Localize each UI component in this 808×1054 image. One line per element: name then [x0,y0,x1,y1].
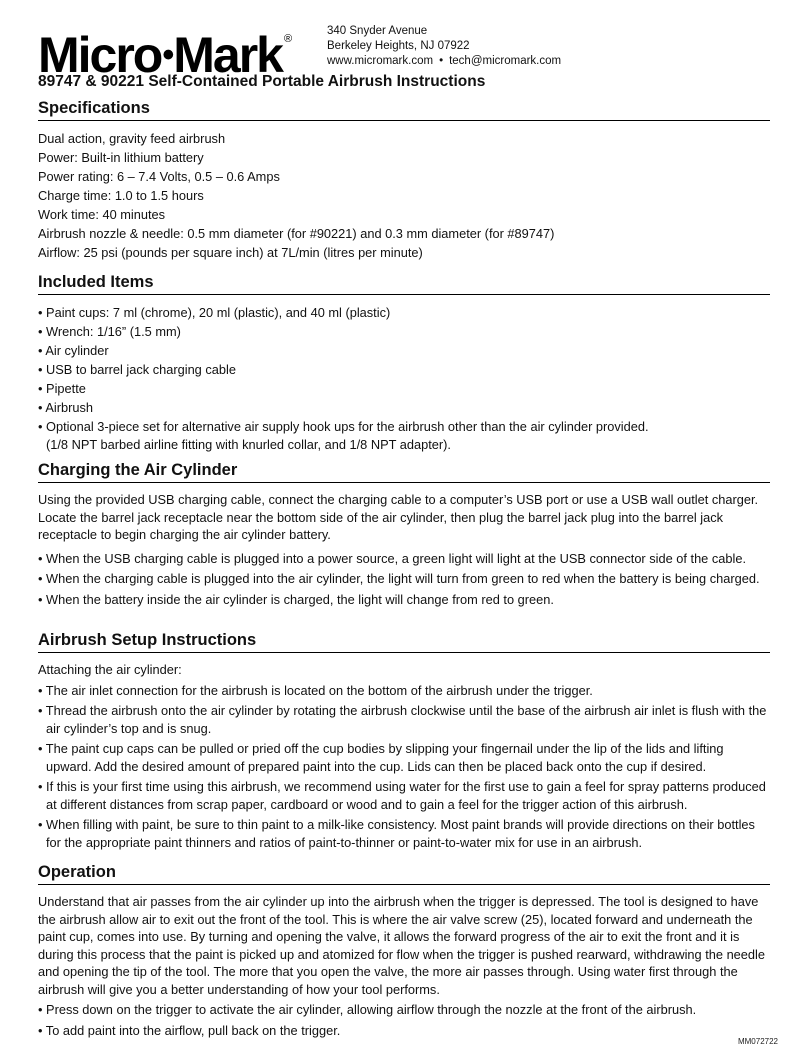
operation-bullet: • Press down on the trigger to activate the air cylinder, allowing airflow through the nozzle at the front of the airbrush. [38,1002,697,1017]
charging-section [38,460,770,611]
specifications-section [38,98,770,262]
spec-line: Airflow: 25 psi (pounds per square inch) at 7L/min (litres per minute) [38,245,423,260]
email-link[interactable]: tech@micromark.com [449,55,562,67]
setup-bullet: • If this is your first time using this airbrush, we recommend using water for the first use to gain a feel for spray patterns produced at different distances from scrap paper, cardboard or wood and to gain a feel for the trigger action of this airbrush. [38,779,766,812]
included-item: • Air cylinder [38,343,109,358]
included-item-detail: (1/8 NPT barbed airline fitting with knurled collar, and 1/8 NPT adapter). [46,437,451,452]
document-page [38,0,770,1038]
specifications-heading: Specifications [38,98,770,121]
contact-line [327,54,561,69]
setup-section [38,630,770,854]
registered-mark: ® [284,33,293,45]
document-title: 89747 & 90221 Self-Contained Portable Airbrush Instructions [38,73,486,90]
logo-text-micro: Micro [38,27,162,83]
micro-mark-logo [38,14,293,83]
included-items-heading: Included Items [38,272,770,295]
included-item: • Airbrush [38,400,93,415]
charging-bullet: • When the USB charging cable is plugged into a power source, a green light will light at the USB connector side of the cable. [38,550,747,566]
included-item: • Wrench: 1/16” (1.5 mm) [38,324,181,339]
spec-line: Work time: 40 minutes [38,207,166,222]
address-street: 340 Snyder Avenue [327,25,428,37]
company-address [327,24,561,69]
contact-separator: • [439,55,444,67]
address-city: Berkeley Heights, NJ 07922 [327,40,470,52]
setup-heading: Airbrush Setup Instructions [38,630,770,653]
logo-text-mark: Mark [173,27,282,83]
document-code: MM072722 [737,1037,778,1046]
charging-intro: Using the provided USB charging cable, connect the charging cable to a computer’s USB port or use a USB wall outlet charger. Locate the barrel jack receptacle near the bottom side of the air cylinder, then plug the barrel jack plug into the barrel jack receptacle to begin charging the air cylinder battery. [38,492,759,542]
included-item: • Optional 3-piece set for alternative air supply hook ups for the airbrush other than the air cylinder provided. [38,419,649,434]
spec-line: Dual action, gravity feed airbrush [38,131,226,146]
logo-dot: • [162,36,173,74]
spec-line: Charge time: 1.0 to 1.5 hours [38,188,204,203]
operation-heading: Operation [38,862,770,885]
charging-bullet: • When the battery inside the air cylinder is charged, the light will change from red to green. [38,591,554,607]
setup-bullet: • Thread the airbrush onto the air cylinder by rotating the airbrush clockwise until the base of the airbrush air inlet is flush with the air cylinder’s top and is snug. [38,703,767,736]
included-item: • Paint cups: 7 ml (chrome), 20 ml (plastic), and 40 ml (plastic) [38,305,391,320]
operation-intro: Understand that air passes from the air cylinder up into the airbrush when the trigger is depressed. The tool is designed to have the airbrush allow air to exit out the front of the tool. This is where the air valve screw (25), located forward and underneath the paint cup, comes into use. By turning and opening the valve, it allows the forward progress of the air to exit the front and it is during this process that the paint is picked up and atomized for flow when the trigger is pushed rearward, withdrawing the needle and opening the tip of the tool. The more that you open the valve, the more air passes through. Using water first through the airbrush will give you a better understanding of how your tool performs. [38,894,765,997]
operation-bullet: • To add paint into the airflow, pull back on the trigger. [38,1022,341,1038]
spec-line: Power rating: 6 – 7.4 Volts, 0.5 – 0.6 Amps [38,169,280,184]
setup-bullet: • When filling with paint, be sure to thin paint to a milk-like consistency. Most paint brands will provide directions on their bottles for the appropriate paint thinners and ratios of paint-to-thinner or paint-to-water mix for use in an airbrush. [38,817,755,850]
included-item: • Pipette [38,381,86,396]
included-item: • USB to barrel jack charging cable [38,362,236,377]
charging-bullet: • When the charging cable is plugged into the air cylinder, the light will turn from green to red when the battery is being charged. [38,571,760,586]
setup-intro: Attaching the air cylinder: [38,662,182,677]
included-items-section [38,272,770,453]
setup-bullet: • The paint cup caps can be pulled or pried off the cup bodies by slipping your fingernail under the lip of the lids and lifting upward. Add the desired amount of prepared paint into the cup. Lids can then be placed back onto the cup if desired. [38,741,724,774]
setup-bullet: • The air inlet connection for the airbrush is located on the bottom of the airbrush under the trigger. [38,682,593,698]
website-link[interactable]: www.micromark.com [327,55,434,67]
charging-heading: Charging the Air Cylinder [38,460,770,483]
operation-section [38,862,770,1042]
spec-line: Power: Built-in lithium battery [38,150,204,165]
spec-line: Airbrush nozzle & needle: 0.5 mm diameter (for #90221) and 0.3 mm diameter (for #89747) [38,226,555,241]
